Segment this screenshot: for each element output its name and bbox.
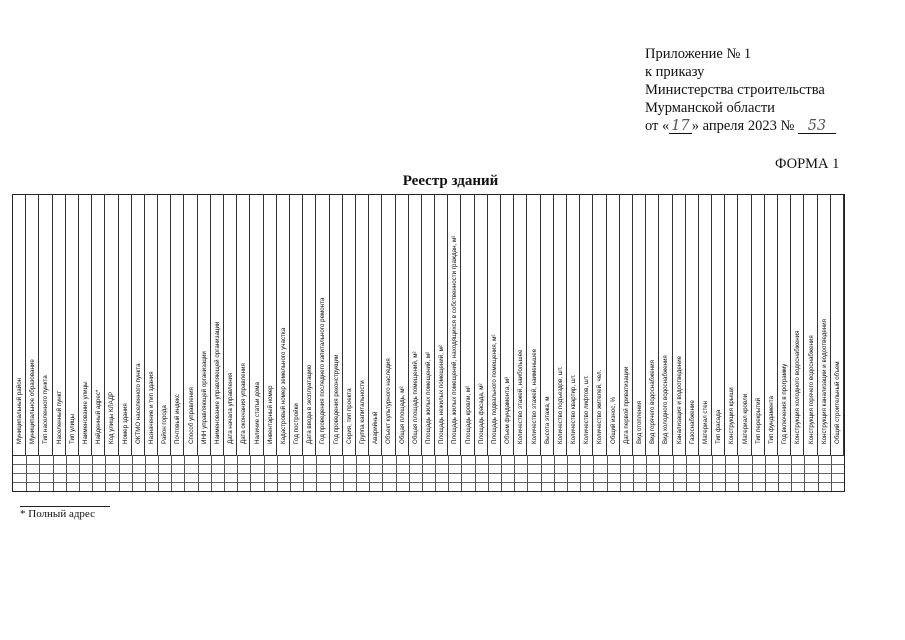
column-header-label: Год проведения реконструкции: [332, 354, 340, 444]
table-cell-divider: [184, 455, 185, 491]
table-row-line: [13, 473, 844, 474]
table-cell-divider: [488, 455, 489, 491]
handwritten-order-number: 53: [798, 119, 836, 134]
table-cell-divider: [541, 455, 542, 491]
column-header-label: Аварийный: [372, 411, 380, 444]
table-cell-divider: [514, 455, 515, 491]
column-header-label: Материал стен: [701, 400, 709, 444]
appendix-line-1: Приложение № 1: [645, 46, 752, 62]
column-header: [541, 195, 554, 455]
column-header-label: Почтовый индекс: [174, 394, 182, 444]
table-cell-divider: [211, 455, 212, 491]
registry-table: [12, 194, 845, 492]
table-cell-divider: [369, 455, 370, 491]
table-cell-divider: [39, 455, 40, 491]
table-cell-divider: [725, 455, 726, 491]
table-cell-divider: [699, 455, 700, 491]
column-header-label: Группа капитальности: [359, 380, 367, 444]
column-header-label: Площадь кровли, м²: [464, 385, 472, 444]
column-header: [158, 195, 171, 455]
table-cell-divider: [712, 455, 713, 491]
table-cell-divider: [804, 455, 805, 491]
table-cell-divider: [158, 455, 159, 491]
column-header-label: Тип перекрытий: [754, 397, 762, 444]
column-header: [132, 195, 145, 455]
column-header: [527, 195, 540, 455]
appendix-header: [645, 45, 895, 135]
table-cell-divider: [303, 455, 304, 491]
column-header: [396, 195, 409, 455]
column-header-label: Район города: [161, 405, 169, 444]
column-header-label: Конструкция горячего водоснабжения: [807, 335, 815, 444]
column-header-label: Наличие статьи дома: [253, 382, 261, 444]
column-header: [554, 195, 567, 455]
table-cell-divider: [607, 455, 608, 491]
column-header-label: Объект культурного наследия: [385, 358, 393, 444]
column-header-label: Наименование улицы: [82, 381, 90, 444]
column-header: [607, 195, 620, 455]
column-header: [580, 195, 593, 455]
column-header-label: Муниципальное образование: [29, 359, 37, 444]
table-cell-divider: [448, 455, 449, 491]
column-header: [277, 195, 290, 455]
table-cell-divider: [422, 455, 423, 491]
column-header-label: Найденный адрес*: [95, 389, 103, 444]
column-header-label: Год включения в программу: [781, 363, 789, 444]
table-cell-divider: [382, 455, 383, 491]
column-header-label: Год постройки: [293, 403, 301, 444]
column-header-label: Площадь фасада, м²: [477, 383, 485, 444]
column-header-label: Вид отопления: [636, 400, 644, 444]
table-cell-divider: [316, 455, 317, 491]
appendix-date-line: [645, 117, 895, 135]
column-header-label: Конструкция канализации и водоотведения: [820, 319, 828, 444]
footnote-divider: [20, 506, 110, 507]
table-cell-divider: [686, 455, 687, 491]
table-cell-divider: [237, 455, 238, 491]
table-cell-divider: [409, 455, 410, 491]
table-cell-divider: [92, 455, 93, 491]
table-cell-divider: [290, 455, 291, 491]
table-cell-divider: [145, 455, 146, 491]
column-header: [237, 195, 250, 455]
appendix-line-3: Министерства строительства: [645, 82, 825, 98]
column-header: [501, 195, 514, 455]
column-header-label: Дата начала управления: [227, 372, 235, 444]
table-cell-divider: [26, 455, 27, 491]
column-header-label: Тип улицы: [68, 413, 76, 444]
column-header: [39, 195, 52, 455]
table-cell-divider: [818, 455, 819, 491]
column-header-label: Назначение и тип здания: [147, 371, 155, 444]
table-cell-divider: [198, 455, 199, 491]
column-header: [369, 195, 382, 455]
column-header: [356, 195, 369, 455]
handwritten-day: 17: [671, 118, 690, 134]
table-cell-divider: [119, 455, 120, 491]
column-header-label: Количество подъездов, шт.: [556, 366, 564, 444]
column-header: [422, 195, 435, 455]
column-header: [686, 195, 699, 455]
column-header: [13, 195, 26, 455]
column-header: [119, 195, 132, 455]
table-cell-divider: [396, 455, 397, 491]
column-header-label: Площадь нежилых помещений, м²: [438, 345, 446, 444]
column-header-label: Количество этажей, наибольшее: [517, 349, 525, 444]
column-header: [620, 195, 633, 455]
table-cell-divider: [105, 455, 106, 491]
column-header: [752, 195, 765, 455]
column-header: [303, 195, 316, 455]
column-header-label: Газоснабжение: [688, 400, 696, 444]
column-header: [79, 195, 92, 455]
table-cell-divider: [435, 455, 436, 491]
column-header: [765, 195, 778, 455]
table-cell-divider: [53, 455, 54, 491]
table-cell-divider: [527, 455, 528, 491]
column-header: [330, 195, 343, 455]
table-cell-divider: [330, 455, 331, 491]
table-cell-divider: [567, 455, 568, 491]
table-cell-divider: [171, 455, 172, 491]
column-header: [66, 195, 79, 455]
table-cell-divider: [264, 455, 265, 491]
column-header-label: Серия, тип проекта: [345, 388, 353, 444]
column-header: [633, 195, 646, 455]
table-cell-divider: [673, 455, 674, 491]
column-header-label: Общий строительный объем: [833, 361, 841, 444]
column-header: [461, 195, 474, 455]
column-header-label: Количество этажей, наименьшее: [530, 348, 538, 444]
column-header: [646, 195, 659, 455]
column-header-label: Вид горячего водоснабжения: [649, 360, 657, 444]
table-row-line: [13, 455, 844, 456]
column-header-label: ОКТМО населенного пункта: [134, 363, 142, 444]
column-header: [673, 195, 686, 455]
column-header: [211, 195, 224, 455]
column-header: [53, 195, 66, 455]
table-cell-divider: [620, 455, 621, 491]
table-cell-divider: [343, 455, 344, 491]
column-header-label: Канализация и водоотведение: [675, 355, 683, 444]
column-header-label: Тип населенного пункта: [42, 375, 50, 444]
table-cell-divider: [778, 455, 779, 491]
column-header-label: Вид холодного водоснабжения: [662, 355, 670, 444]
table-cell-divider: [752, 455, 753, 491]
column-header-label: Номер здания: [121, 403, 129, 444]
column-header: [198, 195, 211, 455]
column-header-label: Дата первой приватизации: [622, 366, 630, 444]
column-header-label: Способ управления: [187, 387, 195, 444]
table-row-line: [13, 482, 844, 483]
column-header-label: Код улицы КЛАДР: [108, 391, 116, 444]
column-header: [171, 195, 184, 455]
column-header: [184, 195, 197, 455]
column-header: [791, 195, 804, 455]
column-header-label: Тип фасада: [715, 409, 723, 444]
table-row-line: [13, 464, 844, 465]
column-header-label: Общая площадь, м²: [398, 386, 406, 444]
appendix-line-4: Мурманской области: [645, 100, 775, 116]
column-header-label: Объем фундамента, м³: [504, 376, 512, 444]
column-header: [105, 195, 118, 455]
column-header: [26, 195, 39, 455]
column-header: [475, 195, 488, 455]
table-cell-divider: [224, 455, 225, 491]
table-cell-divider: [501, 455, 502, 491]
column-header-label: Кадастровый номер земельного участка: [279, 327, 287, 444]
date-middle: » апреля 2023 №: [691, 118, 795, 134]
date-prefix: от «: [645, 118, 670, 134]
column-header: [224, 195, 237, 455]
column-header: [725, 195, 738, 455]
column-header-label: Площадь жилых помещений, находящихся в собственности граждан, м²: [451, 235, 459, 444]
table-cell-divider: [461, 455, 462, 491]
table-cell-divider: [356, 455, 357, 491]
footnote: * Полный адрес: [20, 508, 95, 520]
column-header-label: Материал кровли: [741, 393, 749, 444]
column-header: [435, 195, 448, 455]
column-header: [567, 195, 580, 455]
column-header-label: Муниципальный район: [16, 377, 24, 444]
column-header-label: Дата ввода в эксплуатацию: [306, 364, 314, 444]
column-header-label: Населенный пункт: [55, 390, 63, 444]
column-header-label: Инвентарный номер: [266, 385, 274, 444]
column-header: [659, 195, 672, 455]
table-cell-divider: [277, 455, 278, 491]
table-cell-divider: [554, 455, 555, 491]
table-cell-divider: [593, 455, 594, 491]
column-header: [290, 195, 303, 455]
table-cell-divider: [831, 455, 832, 491]
table-cell-divider: [765, 455, 766, 491]
table-cell-divider: [66, 455, 67, 491]
column-header: [778, 195, 791, 455]
column-header: [488, 195, 501, 455]
column-header-label: Дата окончания управления: [240, 363, 248, 444]
column-header: [738, 195, 751, 455]
table-cell-divider: [633, 455, 634, 491]
table-cell-divider: [79, 455, 80, 491]
appendix-line-2: к приказу: [645, 64, 705, 80]
table-cell-divider: [738, 455, 739, 491]
column-header-label: Количество лифтов, шт.: [583, 375, 591, 444]
column-header: [699, 195, 712, 455]
column-header: [382, 195, 395, 455]
column-header: [448, 195, 461, 455]
column-header-label: Площадь подвального помещения, м²: [490, 334, 498, 444]
column-header: [818, 195, 831, 455]
column-header: [712, 195, 725, 455]
column-header-label: Высота этажа, м: [543, 396, 551, 444]
table-cell-divider: [475, 455, 476, 491]
column-header-label: ИНН управляющей организации: [200, 351, 208, 444]
table-cell-divider: [791, 455, 792, 491]
column-header: [804, 195, 817, 455]
column-header-label: Конструкция холодного водоснабжения: [794, 330, 802, 444]
document-title: Реестр зданий: [402, 173, 499, 189]
column-header-label: Наименование управляющей организации: [213, 321, 221, 444]
table-cell-divider: [132, 455, 133, 491]
column-header-label: Общий износ, %: [609, 396, 617, 444]
table-cell-divider: [646, 455, 647, 491]
table-cell-divider: [659, 455, 660, 491]
column-header: [593, 195, 606, 455]
column-header-label: Площадь жилых помещений, м²: [424, 351, 432, 444]
column-header-label: Год проведения последнего капитального ремонта: [319, 297, 327, 444]
column-header: [409, 195, 422, 455]
table-cell-divider: [250, 455, 251, 491]
column-header-label: Тип фундамента: [767, 396, 775, 444]
table-cell-divider: [580, 455, 581, 491]
column-header: [831, 195, 844, 455]
form-label: ФОРМА 1: [775, 156, 840, 172]
column-header-label: Количество жителей, чел.: [596, 369, 604, 444]
column-header-label: Общая площадь помещений, м²: [411, 351, 419, 444]
column-header: [92, 195, 105, 455]
column-header: [316, 195, 329, 455]
column-header: [264, 195, 277, 455]
column-header: [343, 195, 356, 455]
column-header-label: Количество квартир, шт.: [570, 374, 578, 444]
column-header: [145, 195, 158, 455]
column-header: [514, 195, 527, 455]
column-header: [250, 195, 263, 455]
column-header-label: Конструкция крыши: [728, 387, 736, 444]
